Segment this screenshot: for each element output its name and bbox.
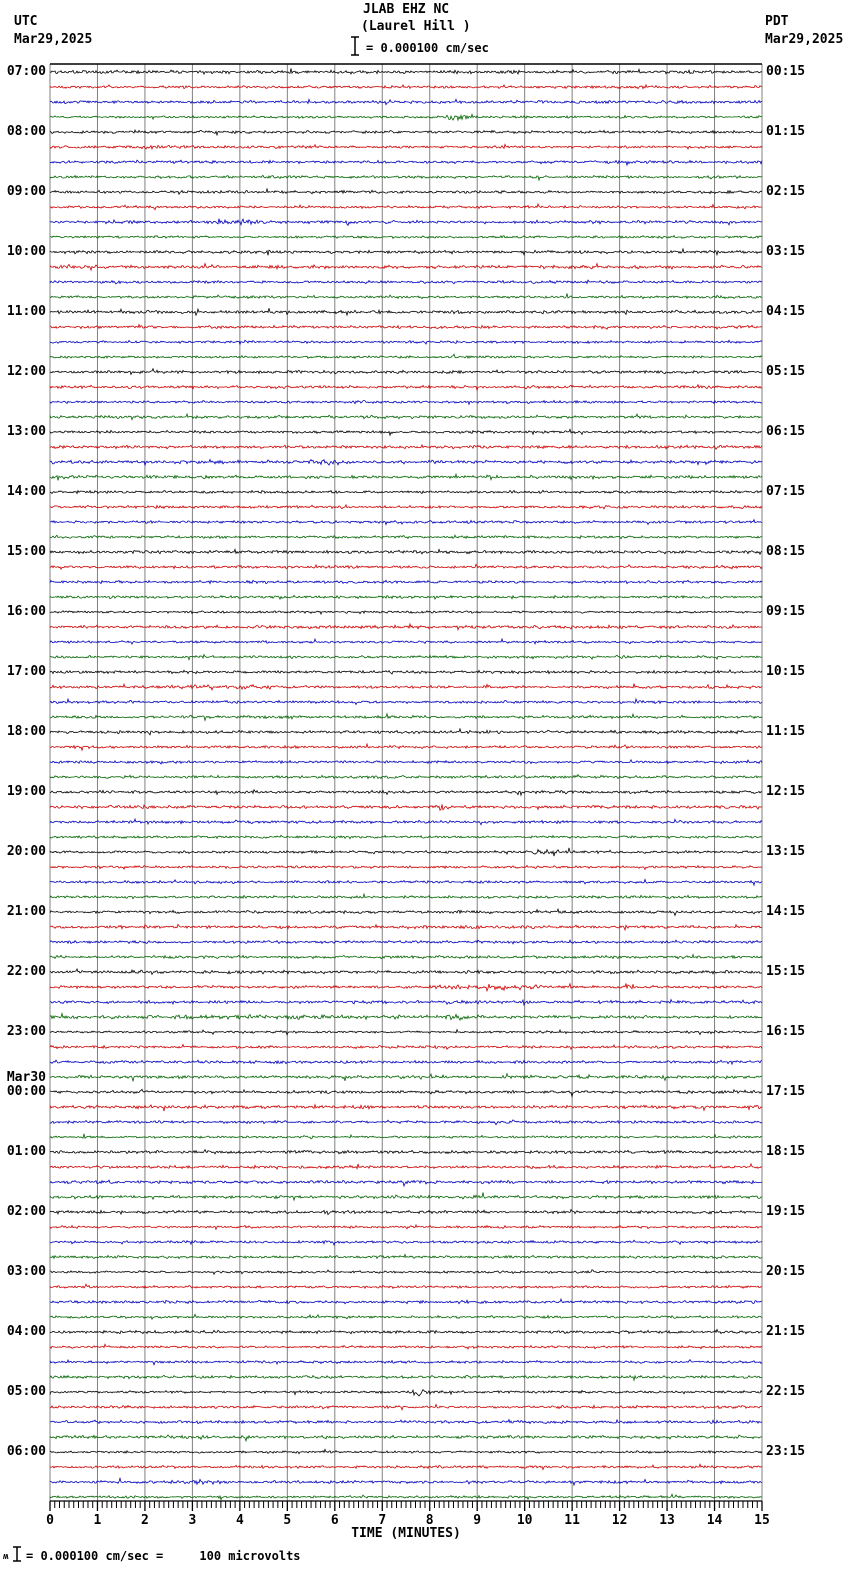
pdt-hour-label: 17:15: [766, 1084, 806, 1099]
x-axis-tick-label: 14: [706, 1513, 723, 1528]
seismo-trace: [50, 1240, 762, 1245]
seismo-trace: [50, 189, 762, 194]
seismo-trace: [50, 429, 762, 435]
seismo-trace: [50, 744, 762, 750]
footer-scale-bar-icon: [10, 1544, 24, 1564]
seismo-trace: [50, 236, 762, 239]
timezone-left-label: UTC: [14, 14, 38, 29]
pdt-hour-label: 08:15: [766, 544, 806, 559]
seismo-trace: [50, 175, 762, 180]
pdt-hour-label: 10:15: [766, 664, 806, 679]
seismo-trace: [50, 520, 762, 525]
seismo-trace: [50, 564, 762, 569]
pdt-hour-label: 02:15: [766, 184, 806, 199]
pdt-hour-label: 04:15: [766, 304, 806, 319]
station-title: JLAB EHZ NC: [363, 2, 450, 17]
pdt-hour-label: 12:15: [766, 784, 806, 799]
seismo-trace: [50, 280, 762, 284]
seismo-trace: [50, 1435, 762, 1441]
utc-hour-label: 08:00: [6, 124, 46, 139]
seismo-trace: [50, 1014, 762, 1021]
seismo-trace: [50, 1045, 762, 1050]
utc-hour-label: 13:00: [6, 424, 46, 439]
seismo-trace: [50, 1270, 762, 1274]
seismo-trace: [50, 490, 762, 493]
seismo-trace: [50, 445, 762, 449]
pdt-hour-label: 11:15: [766, 724, 806, 739]
seismo-trace: [50, 1375, 762, 1380]
seismo-trace: [50, 69, 762, 75]
utc-hour-label: 03:00: [6, 1264, 46, 1279]
x-axis-tick-label: 4: [235, 1513, 244, 1528]
seismo-trace: [50, 219, 762, 226]
seismo-trace: [50, 924, 762, 930]
x-axis-tick-label: 0: [46, 1513, 54, 1528]
seismo-trace: [50, 909, 762, 915]
seismo-trace: [50, 1314, 762, 1319]
seismo-trace: [50, 505, 762, 509]
seismo-trace: [50, 460, 762, 466]
seismo-trace: [50, 1420, 762, 1424]
seismo-trace: [50, 1225, 762, 1230]
pdt-hour-label: 19:15: [766, 1204, 806, 1219]
seismo-trace: [50, 1060, 762, 1064]
utc-hour-label: 14:00: [6, 484, 46, 499]
pdt-hour-label: 05:15: [766, 364, 806, 379]
seismo-trace: [50, 866, 762, 870]
date-right-label: Mar29,2025: [765, 32, 844, 47]
seismo-trace: [50, 835, 762, 838]
pdt-hour-label: 20:15: [766, 1264, 806, 1279]
pdt-hour-label: 18:15: [766, 1144, 806, 1159]
seismo-trace: [50, 308, 762, 315]
seismo-trace: [50, 354, 762, 358]
seismo-trace: [50, 1089, 762, 1096]
seismo-trace: [50, 611, 762, 614]
seismo-trace: [50, 144, 762, 149]
pdt-hour-label: 16:15: [766, 1024, 806, 1039]
utc-hour-label: 11:00: [6, 304, 46, 319]
seismo-trace: [50, 1164, 762, 1169]
seismo-trace: [50, 1464, 762, 1469]
pdt-hour-label: 01:15: [766, 124, 806, 139]
utc-hour-label: 18:00: [6, 724, 46, 739]
seismo-trace: [50, 204, 762, 210]
seismo-trace: [50, 130, 762, 135]
seismo-trace: [50, 385, 762, 390]
pdt-hour-label: 13:15: [766, 844, 806, 859]
seismo-trace: [50, 1120, 762, 1125]
utc-hour-label: 02:00: [6, 1204, 46, 1219]
seismo-trace: [50, 624, 762, 630]
seismo-trace: [50, 775, 762, 779]
x-axis-tick-label: 5: [283, 1513, 292, 1528]
seismo-trace: [50, 955, 762, 959]
seismo-trace: [50, 684, 762, 690]
x-axis-tick-label: 6: [330, 1513, 339, 1528]
seismo-trace: [50, 85, 762, 89]
seismo-trace: [50, 639, 762, 644]
seismo-trace: [50, 595, 762, 599]
x-axis-tick-label: 15: [754, 1513, 770, 1528]
utc-hour-label: 00:00: [6, 1084, 46, 1099]
utc-hour-label: 16:00: [6, 604, 46, 619]
utc-hour-label: 21:00: [6, 904, 46, 919]
seismo-trace: [50, 1030, 762, 1035]
utc-hour-label: 10:00: [6, 244, 46, 259]
seismo-trace: [50, 340, 762, 344]
seismo-trace: [50, 1105, 762, 1111]
footer-wiggle-glyph: ʍ: [3, 1552, 9, 1562]
utc-hour-label: 22:00: [6, 964, 46, 979]
seismo-trace: [50, 549, 762, 554]
seismo-trace: [50, 1255, 762, 1259]
seismo-trace: [50, 655, 762, 660]
utc-hour-label: 06:00: [6, 1444, 46, 1459]
seismo-trace: [50, 699, 762, 705]
utc-hour-label: 05:00: [6, 1384, 46, 1399]
pdt-hour-label: 21:15: [766, 1324, 806, 1339]
seismo-trace: [50, 894, 762, 899]
scale-text: = 0.000100 cm/sec: [366, 41, 489, 55]
seismo-trace: [50, 1284, 762, 1288]
x-axis-tick-label: 11: [564, 1513, 580, 1528]
seismo-trace: [50, 1449, 762, 1453]
seismo-trace: [50, 369, 762, 375]
seismo-trace: [50, 1344, 762, 1349]
seismo-trace: [50, 474, 762, 480]
footer-note: = 0.000100 cm/sec = 100 microvolts: [26, 1549, 301, 1563]
seismo-trace: [50, 249, 762, 255]
x-axis-tick-label: 8: [425, 1513, 434, 1528]
seismo-trace: [50, 1330, 762, 1334]
seismo-trace: [50, 983, 762, 990]
pdt-hour-label: 06:15: [766, 424, 806, 439]
seismo-trace: [50, 760, 762, 764]
seismo-trace: [50, 969, 762, 974]
x-axis-tick-label: 2: [141, 1513, 149, 1528]
pdt-hour-label: 03:15: [766, 244, 806, 259]
x-axis-tick-label: 1: [93, 1513, 102, 1528]
seismo-trace: [50, 670, 762, 674]
seismo-trace: [50, 1000, 762, 1005]
pdt-hour-label: 09:15: [766, 604, 806, 619]
seismo-trace: [50, 1299, 762, 1304]
seismo-trace: [50, 114, 762, 120]
seismo-trace: [50, 819, 762, 825]
pdt-hour-label: 15:15: [766, 964, 806, 979]
utc-hour-label: 12:00: [6, 364, 46, 379]
seismo-trace: [50, 1478, 762, 1485]
seismo-trace: [50, 1360, 762, 1365]
seismo-trace: [50, 1210, 762, 1215]
utc-hour-label: 20:00: [6, 844, 46, 859]
utc-hour-label: 19:00: [6, 784, 46, 799]
pdt-hour-label: 14:15: [766, 904, 806, 919]
seismo-trace: [50, 160, 762, 165]
seismo-trace: [50, 99, 762, 104]
seismo-trace: [50, 580, 762, 583]
utc-hour-label: 09:00: [6, 184, 46, 199]
seismo-trace: [50, 729, 762, 735]
seismo-trace: [50, 1150, 762, 1154]
pdt-hour-label: 07:15: [766, 484, 806, 499]
utc-hour-label: 04:00: [6, 1324, 46, 1339]
pdt-hour-label: 22:15: [766, 1384, 806, 1399]
seismo-trace: [50, 325, 762, 330]
x-axis-tick-label: 3: [188, 1513, 197, 1528]
seismo-trace: [50, 294, 762, 299]
seismo-trace: [50, 1134, 762, 1139]
seismo-trace: [50, 401, 762, 405]
utc-hour-label: 01:00: [6, 1144, 46, 1159]
seismo-trace: [50, 1180, 762, 1186]
x-axis-tick-label: 9: [473, 1513, 482, 1528]
x-axis-tick-label: 10: [516, 1513, 533, 1528]
seismo-trace: [50, 414, 762, 420]
x-axis-tick-label: 12: [611, 1513, 628, 1528]
station-subtitle: (Laurel Hill ): [361, 19, 471, 34]
timezone-right-label: PDT: [765, 14, 789, 29]
seismo-trace: [50, 264, 762, 271]
utc-hour-label: 23:00: [6, 1024, 46, 1039]
x-axis-tick-label: 7: [378, 1513, 387, 1528]
seismo-trace: [50, 790, 762, 796]
seismo-trace: [50, 1192, 762, 1200]
pdt-hour-label: 23:15: [766, 1444, 806, 1459]
seismo-trace: [50, 535, 762, 539]
utc-hour-label: 07:00: [6, 64, 46, 79]
x-axis-title: TIME (MINUTES): [351, 1526, 461, 1541]
seismo-trace: [50, 880, 762, 886]
utc-hour-label: 17:00: [6, 664, 46, 679]
date-change-label: Mar30: [6, 1070, 46, 1085]
seismo-trace: [50, 1074, 762, 1082]
seismo-trace: [50, 1390, 762, 1396]
seismo-trace: [50, 1494, 762, 1500]
date-left-label: Mar29,2025: [14, 32, 93, 47]
utc-hour-label: 15:00: [6, 544, 46, 559]
x-axis-tick-label: 13: [659, 1513, 675, 1528]
seismo-trace: [50, 848, 762, 856]
seismo-trace: [50, 804, 762, 810]
seismo-trace: [50, 1404, 762, 1409]
pdt-hour-label: 00:15: [766, 64, 806, 79]
seismo-trace: [50, 714, 762, 721]
seismo-trace: [50, 940, 762, 944]
